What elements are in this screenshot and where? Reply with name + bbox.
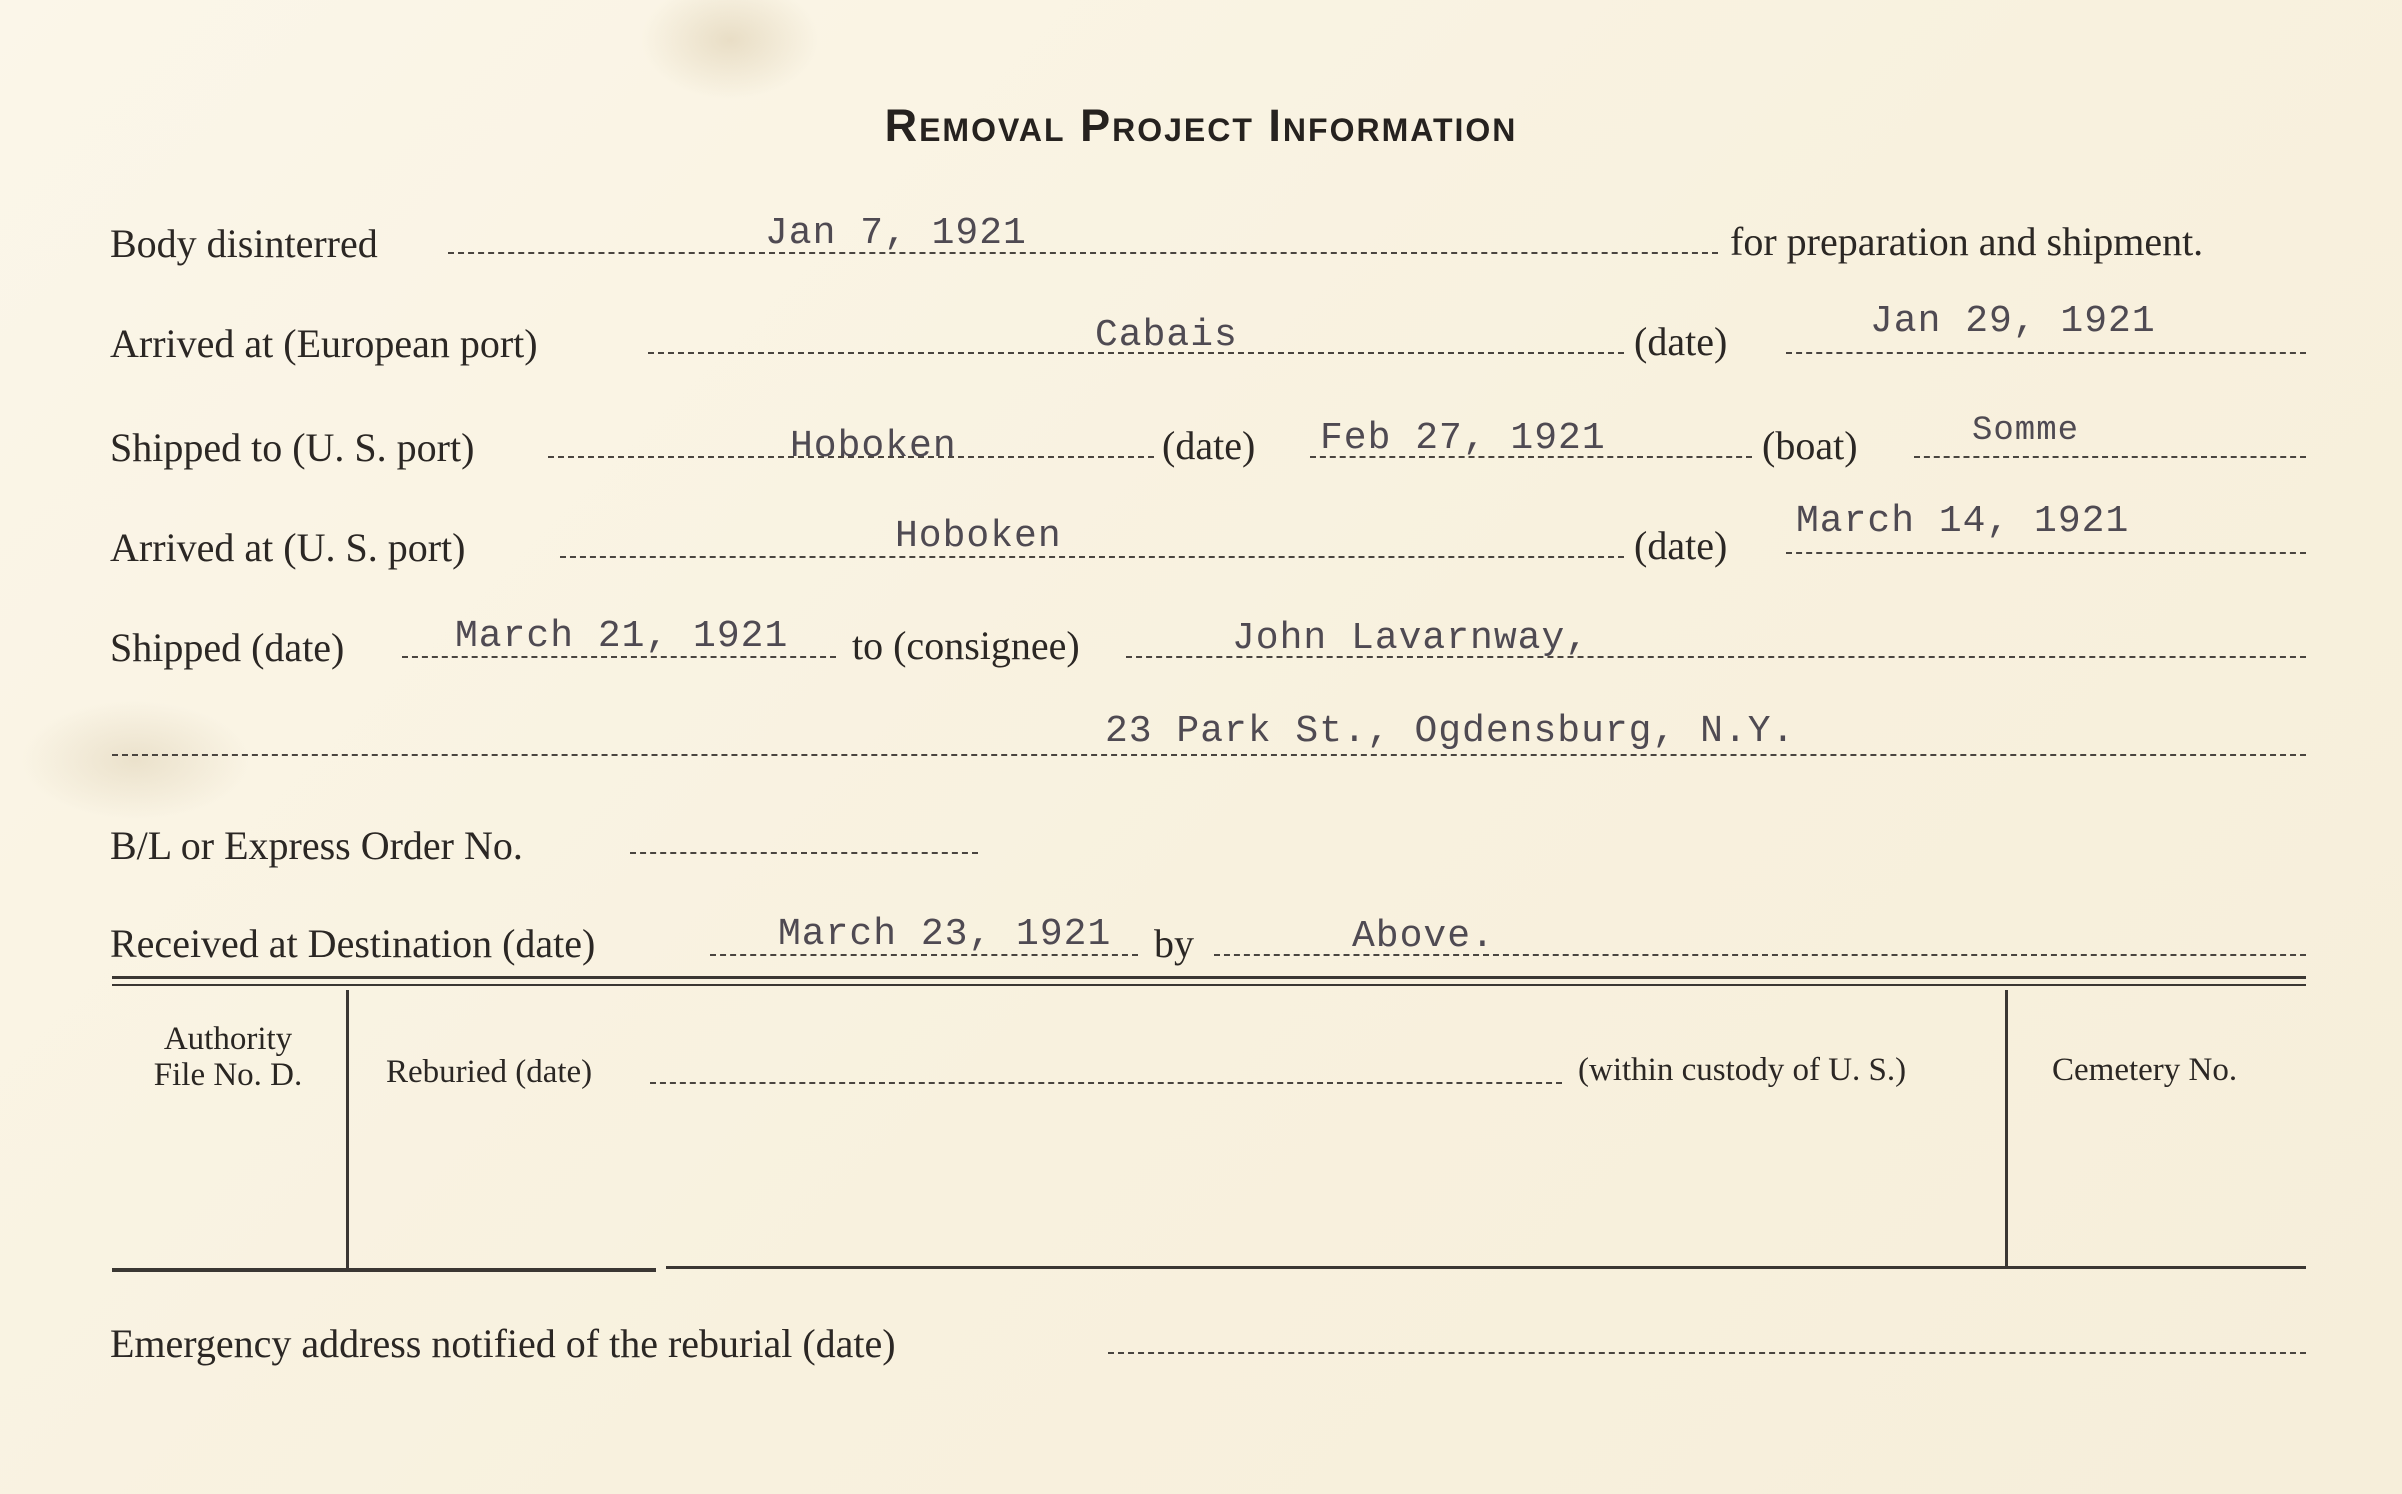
disinterred-line — [448, 252, 1718, 254]
card-title: Removal Project Information — [884, 100, 1518, 151]
arrived-port-value: Hoboken — [895, 515, 1062, 558]
shipped-port-value: Hoboken — [790, 425, 957, 468]
european-date-line — [1786, 352, 2306, 354]
shipped-date-label: (date) — [1162, 423, 1256, 468]
consignee-shipped-date-value: March 21, 1921 — [455, 615, 789, 658]
body-disinterred-label: Body disinterred — [110, 221, 378, 266]
shipped-to-us-label: Shipped to (U. S. port) — [110, 425, 475, 470]
box-bottom-rule-left — [112, 1268, 656, 1272]
to-consignee-label: to (consignee) — [852, 623, 1080, 668]
arrived-date-value: March 14, 1921 — [1796, 500, 2130, 543]
box-top-rule — [112, 976, 2306, 979]
received-date-value: March 23, 1921 — [778, 913, 1112, 956]
stain-mark — [20, 700, 250, 820]
reburied-date-line — [650, 1082, 1562, 1084]
shipped-date-row-label: Shipped (date) — [110, 625, 345, 670]
file-no-label: File No. D. — [153, 1056, 303, 1093]
boat-line — [1914, 456, 2306, 458]
consignee-name-value: John Lavarnway, — [1232, 617, 1590, 660]
reburied-label: Reburied (date) — [386, 1054, 593, 1090]
received-by-value: Above. — [1352, 915, 1495, 958]
received-destination-label: Received at Destination (date) — [110, 921, 596, 966]
european-date-label: (date) — [1634, 319, 1728, 364]
bl-order-line — [630, 852, 978, 854]
arrived-us-label: Arrived at (U. S. port) — [110, 525, 466, 570]
european-port-value: Cabais — [1095, 314, 1238, 357]
shipped-date-value: Feb 27, 1921 — [1320, 417, 1606, 460]
disinterred-date-value: Jan 7, 1921 — [765, 212, 1027, 255]
arrived-european-label: Arrived at (European port) — [110, 321, 538, 366]
boat-value: Somme — [1972, 412, 2080, 450]
box-divider-right — [2005, 990, 2008, 1266]
by-label: by — [1154, 921, 1194, 966]
prep-shipment-label: for preparation and shipment. — [1730, 219, 2204, 264]
box-divider-left — [346, 990, 349, 1270]
european-date-value: Jan 29, 1921 — [1870, 300, 2156, 343]
arrived-date-label: (date) — [1634, 523, 1728, 568]
stain-mark — [640, 0, 820, 100]
authority-file-header — [112, 1022, 344, 1093]
consignee-address-value: 23 Park St., Ogdensburg, N.Y. — [1105, 710, 1796, 753]
emergency-date-line — [1108, 1352, 2306, 1354]
arrived-date-line — [1786, 552, 2306, 554]
box-top-rule-inner — [112, 984, 2306, 986]
bl-order-label: B/L or Express Order No. — [110, 823, 523, 868]
boat-label: (boat) — [1762, 423, 1858, 468]
arrived-port-line — [560, 556, 1624, 558]
authority-label: Authority — [163, 1021, 293, 1057]
cemetery-no-label: Cemetery No. — [2052, 1052, 2238, 1088]
emergency-label: Emergency address notified of the reburial (date) — [110, 1321, 896, 1366]
box-bottom-rule-right — [666, 1266, 2306, 1269]
consignee-address-line — [112, 754, 2306, 756]
custody-label: (within custody of U. S.) — [1578, 1052, 1907, 1088]
